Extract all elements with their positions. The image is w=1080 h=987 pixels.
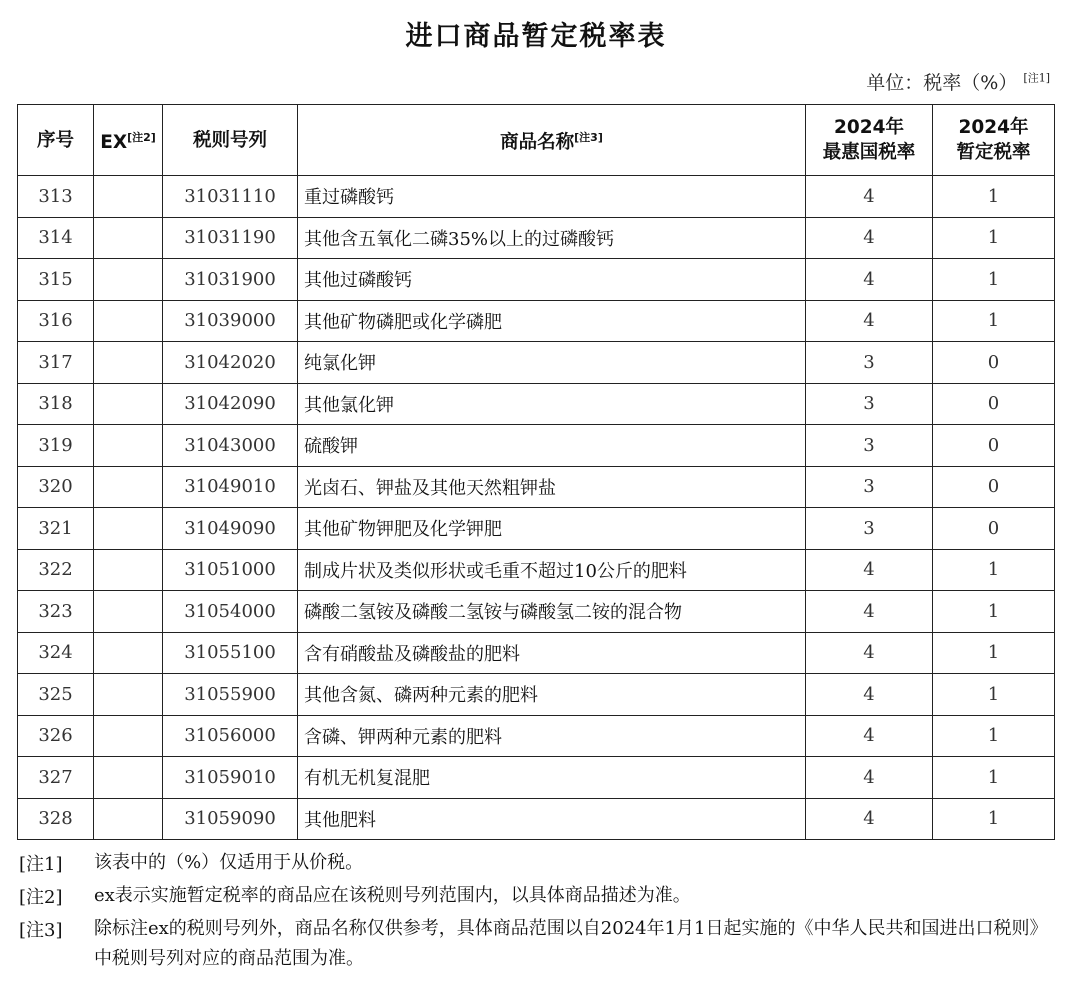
table-row — [18, 300, 1055, 342]
table-row — [18, 798, 1055, 840]
page-title: 进口商品暂定税率表 — [405, 21, 667, 52]
cell-provisional-rate: 1 — [933, 674, 1055, 716]
table-row — [18, 715, 1055, 757]
cell-mfn-rate: 4 — [806, 176, 933, 218]
cell-name: 纯氯化钾 — [298, 342, 806, 384]
cell-mfn-rate: 3 — [806, 466, 933, 508]
cell-code: 31059090 — [163, 798, 298, 840]
table-row — [18, 466, 1055, 508]
cell-mfn-rate: 4 — [806, 591, 933, 633]
cell-seq: 319 — [18, 425, 94, 467]
cell-ex — [94, 176, 163, 218]
header-prov-year: 2024年 — [958, 117, 1029, 138]
cell-ex — [94, 425, 163, 467]
cell-mfn-rate: 4 — [806, 757, 933, 799]
cell-code: 31055100 — [163, 632, 298, 674]
header-mfn-year: 2024年 — [834, 117, 904, 138]
cell-ex — [94, 300, 163, 342]
cell-ex — [94, 259, 163, 301]
cell-code: 31051000 — [163, 549, 298, 591]
cell-ex — [94, 674, 163, 716]
cell-code: 31031110 — [163, 176, 298, 218]
footnote — [19, 881, 1059, 914]
table-row — [18, 342, 1055, 384]
cell-code: 31049010 — [163, 466, 298, 508]
cell-ex — [94, 342, 163, 384]
table-row — [18, 383, 1055, 425]
cell-code: 31042020 — [163, 342, 298, 384]
cell-seq: 318 — [18, 383, 94, 425]
cell-code: 31054000 — [163, 591, 298, 633]
cell-mfn-rate: 4 — [806, 632, 933, 674]
header-code: 税则号列 — [163, 105, 298, 176]
cell-ex — [94, 798, 163, 840]
cell-provisional-rate: 0 — [933, 425, 1055, 467]
cell-ex — [94, 383, 163, 425]
cell-name: 含有硝酸盐及磷酸盐的肥料 — [298, 632, 806, 674]
cell-mfn-rate: 3 — [806, 425, 933, 467]
cell-mfn-rate: 4 — [806, 674, 933, 716]
cell-provisional-rate: 1 — [933, 259, 1055, 301]
cell-mfn-rate: 3 — [806, 342, 933, 384]
footnote-key: [注3] — [19, 920, 63, 941]
cell-mfn-rate: 4 — [806, 798, 933, 840]
unit-note-ref: [注1] — [1023, 71, 1050, 85]
header-mfn-label: 最惠国税率 — [822, 142, 916, 163]
header-ex-note: [注2] — [127, 130, 156, 144]
cell-name: 其他含氮、磷两种元素的肥料 — [298, 674, 806, 716]
header-name-note: [注3] — [574, 130, 603, 144]
footnote-key: [注2] — [19, 887, 63, 908]
table-header-row — [18, 105, 1055, 176]
cell-code: 31039000 — [163, 300, 298, 342]
footnote-key: [注1] — [19, 854, 63, 875]
cell-provisional-rate: 1 — [933, 300, 1055, 342]
cell-provisional-rate: 1 — [933, 757, 1055, 799]
cell-code: 31042090 — [163, 383, 298, 425]
cell-mfn-rate: 4 — [806, 715, 933, 757]
cell-provisional-rate: 1 — [933, 176, 1055, 218]
cell-ex — [94, 591, 163, 633]
cell-seq: 320 — [18, 466, 94, 508]
table-row — [18, 425, 1055, 467]
cell-provisional-rate: 0 — [933, 342, 1055, 384]
header-ex — [94, 105, 163, 176]
table-row — [18, 757, 1055, 799]
cell-name: 其他过磷酸钙 — [298, 259, 806, 301]
cell-ex — [94, 508, 163, 550]
cell-seq: 317 — [18, 342, 94, 384]
cell-provisional-rate: 0 — [933, 383, 1055, 425]
table-body — [18, 176, 1055, 840]
cell-code: 31031900 — [163, 259, 298, 301]
cell-mfn-rate: 4 — [806, 549, 933, 591]
footnote — [19, 914, 1059, 974]
table-row — [18, 591, 1055, 633]
footnote — [19, 848, 1059, 881]
table-row — [18, 176, 1055, 218]
cell-code: 31056000 — [163, 715, 298, 757]
cell-seq: 321 — [18, 508, 94, 550]
cell-name: 有机无机复混肥 — [298, 757, 806, 799]
cell-seq: 323 — [18, 591, 94, 633]
cell-provisional-rate: 0 — [933, 466, 1055, 508]
cell-ex — [94, 632, 163, 674]
cell-ex — [94, 217, 163, 259]
cell-provisional-rate: 1 — [933, 217, 1055, 259]
unit-text: 单位：税率（%） — [866, 72, 1018, 94]
cell-provisional-rate: 1 — [933, 632, 1055, 674]
cell-seq: 328 — [18, 798, 94, 840]
cell-ex — [94, 715, 163, 757]
cell-provisional-rate: 1 — [933, 715, 1055, 757]
cell-provisional-rate: 1 — [933, 798, 1055, 840]
cell-name: 含磷、钾两种元素的肥料 — [298, 715, 806, 757]
cell-mfn-rate: 3 — [806, 508, 933, 550]
cell-code: 31049090 — [163, 508, 298, 550]
cell-name: 其他肥料 — [298, 798, 806, 840]
cell-provisional-rate: 0 — [933, 508, 1055, 550]
cell-name: 其他氯化钾 — [298, 383, 806, 425]
cell-code: 31059010 — [163, 757, 298, 799]
unit-label — [866, 68, 1050, 95]
table-row — [18, 632, 1055, 674]
table-row — [18, 549, 1055, 591]
cell-name: 制成片状及类似形状或毛重不超过10公斤的肥料 — [298, 549, 806, 591]
cell-seq: 316 — [18, 300, 94, 342]
cell-name: 光卤石、钾盐及其他天然粗钾盐 — [298, 466, 806, 508]
cell-seq: 315 — [18, 259, 94, 301]
cell-name: 硫酸钾 — [298, 425, 806, 467]
header-name — [298, 105, 806, 176]
cell-name: 磷酸二氢铵及磷酸二氢铵与磷酸氢二铵的混合物 — [298, 591, 806, 633]
cell-seq: 313 — [18, 176, 94, 218]
footnote-text: ex表示实施暂定税率的商品应在该税则号列范围内，以具体商品描述为准。 — [94, 885, 691, 906]
cell-mfn-rate: 4 — [806, 300, 933, 342]
header-provisional-rate — [933, 105, 1055, 176]
cell-mfn-rate: 4 — [806, 259, 933, 301]
table-row — [18, 674, 1055, 716]
cell-seq: 327 — [18, 757, 94, 799]
table-row — [18, 217, 1055, 259]
cell-seq: 325 — [18, 674, 94, 716]
cell-seq: 326 — [18, 715, 94, 757]
cell-name: 其他矿物钾肥及化学钾肥 — [298, 508, 806, 550]
cell-seq: 322 — [18, 549, 94, 591]
cell-code: 31055900 — [163, 674, 298, 716]
footnote-text: 该表中的（%）仅适用于从价税。 — [94, 852, 364, 873]
cell-mfn-rate: 3 — [806, 383, 933, 425]
cell-provisional-rate: 1 — [933, 549, 1055, 591]
cell-code: 31031190 — [163, 217, 298, 259]
header-mfn-rate — [806, 105, 933, 176]
cell-name: 重过磷酸钙 — [298, 176, 806, 218]
footnote-text: 除标注ex的税则号列外，商品名称仅供参考，具体商品范围以自2024年1月1日起实施的《中华人民共和国进出口税则》中税则号列对应的商品范围为准。 — [94, 918, 1048, 969]
cell-seq: 314 — [18, 217, 94, 259]
header-name-label: 商品名称 — [500, 132, 575, 154]
header-seq: 序号 — [18, 105, 94, 176]
table-row — [18, 508, 1055, 550]
header-prov-label: 暂定税率 — [956, 142, 1031, 163]
footnotes — [19, 848, 1059, 974]
tariff-table — [17, 104, 1055, 840]
cell-code: 31043000 — [163, 425, 298, 467]
cell-seq: 324 — [18, 632, 94, 674]
cell-name: 其他矿物磷肥或化学磷肥 — [298, 300, 806, 342]
cell-mfn-rate: 4 — [806, 217, 933, 259]
cell-ex — [94, 549, 163, 591]
cell-name: 其他含五氧化二磷35%以上的过磷酸钙 — [298, 217, 806, 259]
header-ex-label: EX — [100, 132, 128, 154]
cell-ex — [94, 466, 163, 508]
cell-provisional-rate: 1 — [933, 591, 1055, 633]
table-row — [18, 259, 1055, 301]
cell-ex — [94, 757, 163, 799]
